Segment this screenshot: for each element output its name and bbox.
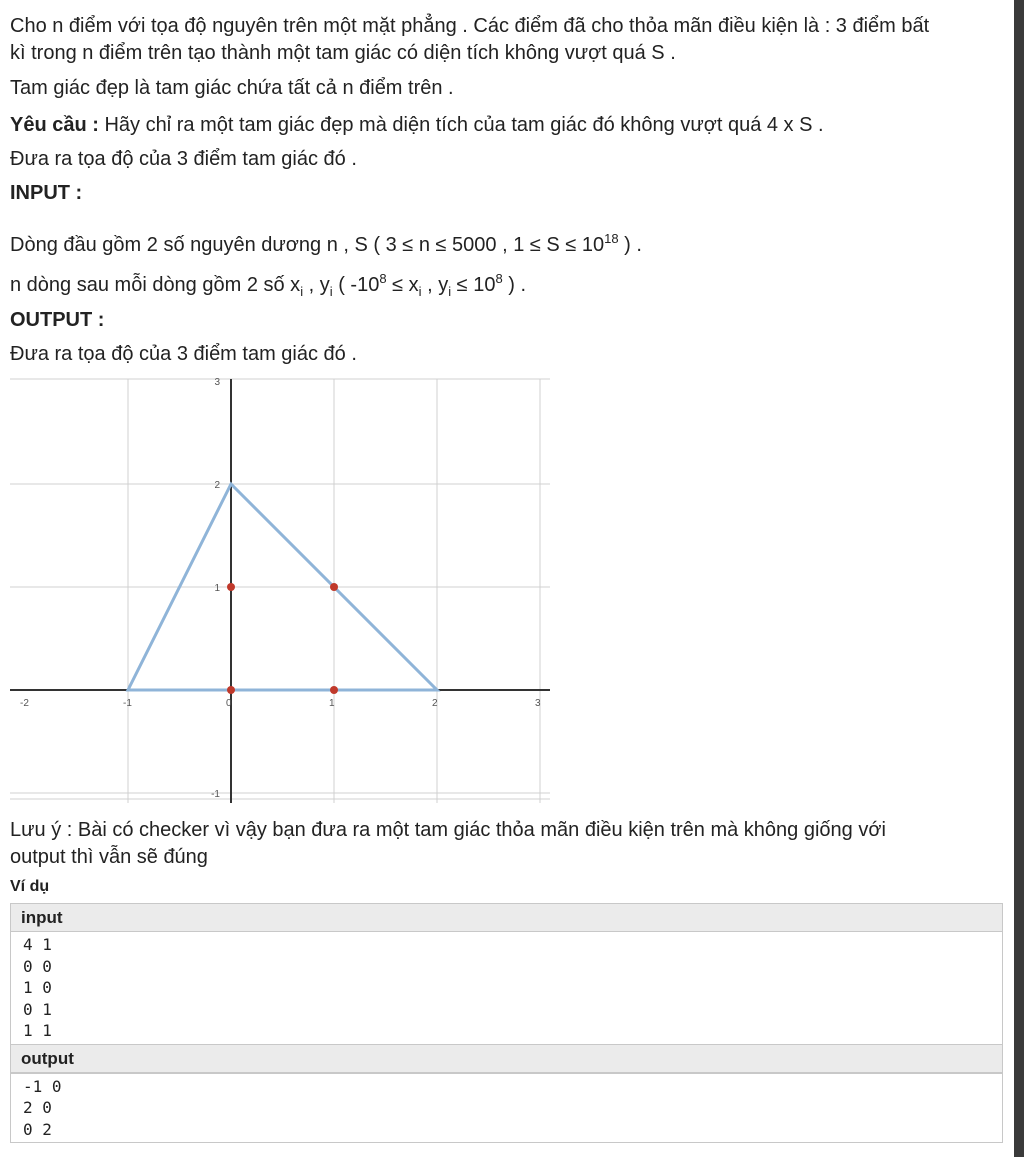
sample-output-line: 2 0 — [23, 1098, 52, 1117]
tick-labels — [20, 377, 541, 800]
sample-input-header: input — [11, 904, 1002, 932]
input-line-2-end: ) . — [508, 274, 527, 296]
sample-output-line: -1 0 — [23, 1076, 62, 1096]
intro-line-2: kì trong n điểm trên tạo thành một tam giác có diện tích không vượt quá S . — [10, 42, 676, 64]
sample-input-line: 1 1 — [23, 1021, 52, 1040]
input-line-2-text: n dòng sau mỗi dòng gồm 2 số x — [10, 274, 301, 296]
x-tick-label: -2 — [20, 698, 29, 709]
subscript-i: i — [300, 284, 304, 299]
coordinate-graph — [10, 373, 555, 805]
sample-input-body — [11, 932, 1002, 1044]
input-line-1 — [10, 225, 642, 259]
example-label: Ví dụ — [10, 878, 50, 895]
upper-bound: ≤ 10 — [451, 274, 496, 296]
sample-input-line: 0 0 — [23, 956, 52, 976]
exponent-8: 8 — [379, 271, 387, 286]
data-point — [330, 583, 338, 591]
x-tick-label: 2 — [432, 698, 438, 709]
lower-bound: ( -10 — [332, 274, 380, 296]
input-line-1-end: ) . — [624, 234, 642, 256]
paragraph-output-coords: Đưa ra tọa độ của 3 điểm tam giác đó . — [10, 148, 357, 170]
comma-y: , y — [303, 274, 330, 296]
y-tick-label: 1 — [214, 583, 220, 594]
subscript-i: i — [418, 284, 422, 299]
window-edge — [1014, 0, 1024, 1157]
sample-input-line: 0 1 — [23, 999, 52, 1019]
note-line-2: output thì vẫn sẽ đúng — [10, 846, 208, 868]
sample-output-body — [11, 1073, 1002, 1143]
points-layer — [227, 583, 338, 694]
paragraph-intro — [10, 13, 929, 67]
grid-lines — [10, 379, 550, 803]
intro-line-1: Cho n điểm với tọa độ nguyên trên một mặt phẳng . Các điểm đã cho thỏa mãn điều kiện là : 3 điểm bất — [10, 15, 930, 37]
sample-input-line: 1 0 — [23, 978, 52, 997]
y-tick-label: 3 — [214, 377, 220, 388]
y-tick-label: 2 — [214, 480, 220, 491]
note-paragraph — [10, 817, 886, 871]
axes — [10, 379, 550, 803]
note-line-1: Lưu ý : Bài có checker vì vậy bạn đưa ra một tam giác thỏa mãn điều kiện trên mà không giống với — [10, 819, 886, 841]
sample-table — [10, 903, 1003, 1143]
y-tick-label: -1 — [211, 789, 220, 800]
exponent-8: 8 — [495, 271, 503, 286]
paragraph-definition: Tam giác đẹp là tam giác chứa tất cả n điểm trên . — [10, 77, 454, 99]
input-constraints: Dòng đầu gồm 2 số nguyên dương n , S ( 3 ≤ n ≤ 5000 , 1 ≤ S ≤ 10 — [10, 234, 605, 256]
x-tick-label: 0 — [226, 698, 232, 709]
requirement-label: Yêu cầu : — [10, 114, 99, 136]
sample-output-line: 0 2 — [23, 1119, 52, 1139]
data-point — [330, 686, 338, 694]
x-tick-label: 3 — [535, 698, 541, 709]
leq-x: ≤ x — [386, 274, 419, 296]
exponent-18: 18 — [604, 231, 619, 246]
data-point — [227, 583, 235, 591]
input-line-2 — [10, 265, 526, 305]
subscript-i: i — [448, 284, 452, 299]
x-tick-label: 1 — [329, 698, 335, 709]
output-heading: OUTPUT : — [10, 309, 105, 331]
requirement-text: Hãy chỉ ra một tam giác đẹp mà diện tích của tam giác đó không vượt quá 4 x S . — [104, 114, 824, 136]
data-point — [227, 686, 235, 694]
sample-input-line: 4 1 — [23, 935, 52, 954]
comma-y: , y — [421, 274, 449, 296]
input-heading: INPUT : — [10, 182, 83, 204]
x-tick-label: -1 — [123, 698, 132, 709]
sample-output-header: output — [11, 1044, 1002, 1073]
output-description: Đưa ra tọa độ của 3 điểm tam giác đó . — [10, 343, 357, 365]
paragraph-requirement — [10, 112, 824, 139]
subscript-i: i — [329, 284, 333, 299]
